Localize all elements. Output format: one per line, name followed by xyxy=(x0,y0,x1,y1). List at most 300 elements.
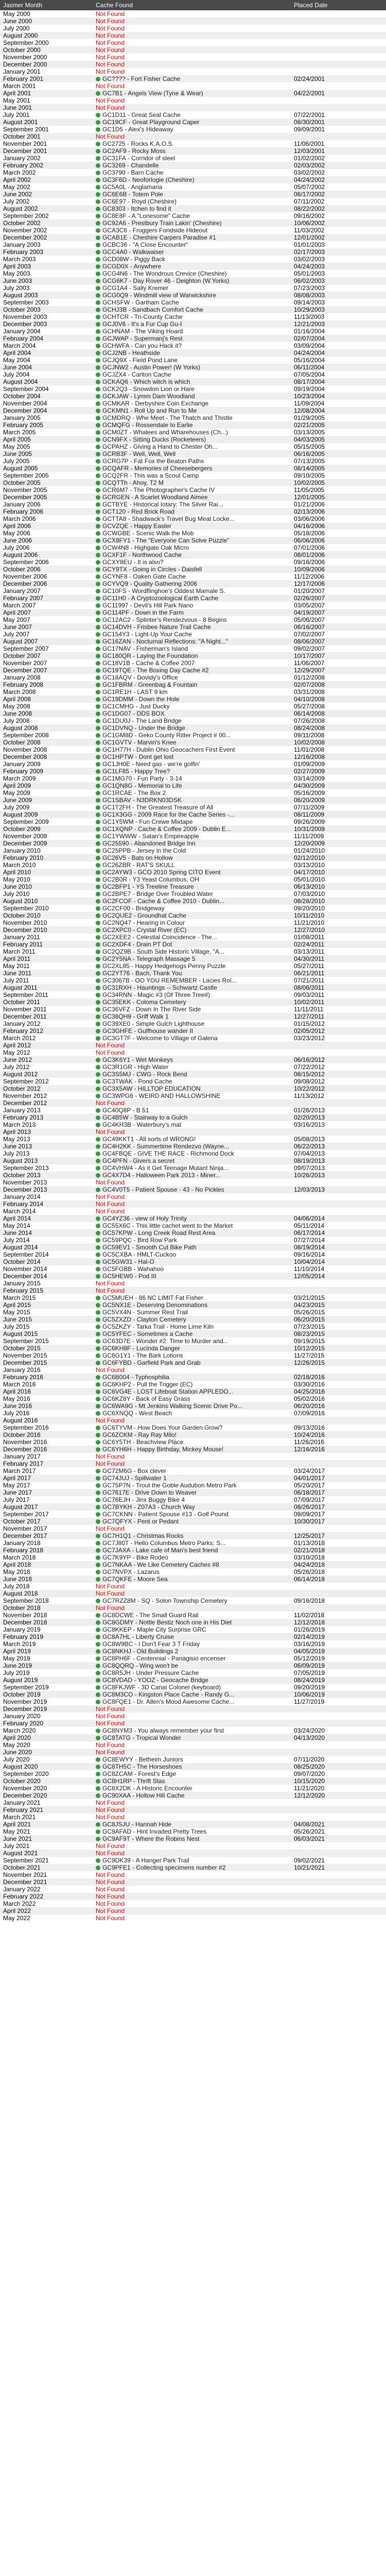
cache-name-link[interactable]: GC2BPE7 - Bridge Over Troubled Water xyxy=(102,890,213,897)
cache-cell[interactable] xyxy=(93,1640,291,1648)
cache-name-link[interactable]: GC5CXBA - HMLT-Cuckoo xyxy=(102,1251,177,1258)
cache-cell[interactable] xyxy=(93,566,291,573)
cache-name-link[interactable]: GC1FBRM - Greenbag & Fountain xyxy=(102,681,198,688)
cache-cell[interactable] xyxy=(93,284,291,292)
cache-name-link[interactable]: GCRGEN - A Scarlet Woodland Aimee xyxy=(102,494,208,501)
cache-name-link[interactable]: GCPAHZ - Giving a Hand to Chester Oh... xyxy=(102,443,218,450)
cache-name-link[interactable]: GCJZX4 - Carlton Cache xyxy=(102,371,171,378)
cache-name-link[interactable]: GC1RE1H - LAST 9 km xyxy=(102,688,168,696)
cache-name-link[interactable]: GC1X3GG - 2009 Race for the Cache Series -... xyxy=(102,811,235,818)
cache-cell[interactable] xyxy=(93,1107,291,1114)
cache-name-link[interactable]: GC92A6 - Prestbury Train Lakin' (Cheshire) xyxy=(102,219,222,227)
cache-cell[interactable] xyxy=(93,219,291,227)
cache-cell[interactable] xyxy=(93,1828,291,1835)
cache-name-link[interactable]: GC3F6D - Neoforlogie (Cheshire) xyxy=(102,176,195,183)
cache-cell[interactable] xyxy=(93,1431,291,1438)
cache-name-link[interactable]: GC2B0R - Y3 Yeast Columbus, OH xyxy=(102,876,199,883)
cache-cell[interactable] xyxy=(93,1669,291,1676)
cache-name-link[interactable]: GCJ2NB - Heathside xyxy=(102,349,161,357)
cache-name-link[interactable]: GCMQFG - Rossendale to Earlie xyxy=(102,421,193,429)
cache-name-link[interactable]: GC1YWWW - Satan's Empireapple xyxy=(102,833,199,840)
cache-cell[interactable] xyxy=(93,349,291,357)
cache-name-link[interactable]: GCG1A4 - Sally Kremer xyxy=(102,284,169,292)
cache-name-link[interactable]: GC8JSJU - Hannah Hide xyxy=(102,1821,172,1828)
cache-cell[interactable] xyxy=(93,1734,291,1741)
cache-name-link[interactable]: GC7B1 - Angels View (Tyne & Wear) xyxy=(102,90,203,97)
cache-name-link[interactable]: GC4KH3B - Waterbury's mat xyxy=(102,1121,182,1128)
cache-name-link[interactable]: GC3TWAK - Pond Cache xyxy=(102,1078,172,1085)
cache-cell[interactable] xyxy=(93,472,291,479)
cache-cell[interactable] xyxy=(93,717,291,724)
cache-name-link[interactable]: GC1CMHG - Just Ducky xyxy=(102,703,170,710)
cache-name-link[interactable]: GC2QZ9B - South Side Historic Village, "A... xyxy=(102,948,224,955)
cache-cell[interactable] xyxy=(93,970,291,977)
cache-name-link[interactable]: GC1JH0E - Need gas - we're golfin' xyxy=(102,760,200,768)
cache-cell[interactable] xyxy=(93,919,291,926)
cache-name-link[interactable]: GCTTA8 - Shadwack's Travel Bug Meat Locke... xyxy=(102,515,235,522)
cache-name-link[interactable]: GC9PFE1 - Collecting specimens number #2 xyxy=(102,1864,226,1871)
cache-cell[interactable] xyxy=(93,118,291,126)
cache-name-link[interactable]: GC72M6G - Box clever xyxy=(102,1467,167,1475)
cache-name-link[interactable]: GC8EWYY - Betheim Juniors xyxy=(102,1756,183,1763)
cache-cell[interactable] xyxy=(93,1294,291,1301)
cache-cell[interactable] xyxy=(93,861,291,869)
cache-name-link[interactable]: GC75P7N - Trout the Goble Audubon Metro Park xyxy=(102,1482,237,1489)
cache-name-link[interactable]: GC19TQE - The Boxing Day Cache #2 xyxy=(102,667,209,674)
cache-name-link[interactable]: GC8W9BC - I Don't Fear 3 T Friday xyxy=(102,1640,200,1648)
cache-cell[interactable] xyxy=(93,1172,291,1179)
cache-cell[interactable] xyxy=(93,1309,291,1316)
cache-cell[interactable] xyxy=(93,732,291,739)
cache-name-link[interactable]: GCR6M7 - The Photographer's Cache IV xyxy=(102,486,215,494)
cache-name-link[interactable]: GC3WPG6 - WEIRD AND HALLOWSHINE xyxy=(102,1092,221,1099)
cache-cell[interactable] xyxy=(93,724,291,732)
cache-cell[interactable] xyxy=(93,486,291,494)
cache-name-link[interactable]: GC4X7D4 - Halloween Park 2013 - Miner... xyxy=(102,1172,221,1179)
cache-name-link[interactable]: GC8303 - Itchen to find it xyxy=(102,205,171,212)
cache-cell[interactable] xyxy=(93,544,291,551)
cache-name-link[interactable]: GC7RZZ8M - SQ - Solon Township Cemetery xyxy=(102,1597,227,1604)
cache-cell[interactable] xyxy=(93,1006,291,1013)
cache-name-link[interactable]: GCT120 - Red Brick Road xyxy=(102,508,175,515)
cache-cell[interactable] xyxy=(93,674,291,681)
cache-name-link[interactable]: GC2BFP1 - YS Treeline Treasure xyxy=(102,883,194,890)
cache-name-link[interactable]: GC1HPTW - Dont get lost xyxy=(102,753,174,760)
cache-cell[interactable] xyxy=(93,645,291,652)
cache-cell[interactable] xyxy=(93,1085,291,1092)
cache-cell[interactable] xyxy=(93,1063,291,1071)
cache-name-link[interactable]: GCRG7P - Fat Fox the Beaton Paths xyxy=(102,457,204,465)
cache-cell[interactable] xyxy=(93,1301,291,1309)
cache-name-link[interactable]: GC2AF9 - Rocky Moss xyxy=(102,147,166,155)
cache-cell[interactable] xyxy=(93,1633,291,1640)
cache-name-link[interactable]: GC8KKEP - Maple City Surprise GRC xyxy=(102,1626,206,1633)
cache-name-link[interactable]: GC6KHP2 - Pull the Trigger (EC) xyxy=(102,1381,193,1388)
cache-cell[interactable] xyxy=(93,385,291,393)
cache-name-link[interactable]: GC9AF9T - Where the Robins Nest xyxy=(102,1835,200,1842)
cache-cell[interactable] xyxy=(93,1402,291,1410)
cache-name-link[interactable]: GC2NQ47 - Hearing in Colour xyxy=(102,919,185,926)
cache-name-link[interactable]: GC3X5AW - HILLTOP EDUCATION xyxy=(102,1085,201,1092)
cache-name-link[interactable]: GCG6K7 - Day Rover 46 - Deighton (W.Yorks) xyxy=(102,277,230,284)
cache-cell[interactable] xyxy=(93,659,291,667)
cache-cell[interactable] xyxy=(93,1186,291,1193)
cache-cell[interactable] xyxy=(93,1554,291,1561)
cache-name-link[interactable]: GC18V1B - Cache & Coffee 2007 xyxy=(102,659,195,667)
cache-name-link[interactable]: GCYNF8 - Oaken Gate Cache xyxy=(102,573,186,580)
cache-cell[interactable] xyxy=(93,126,291,133)
cache-name-link[interactable]: GC8TH5C - The Horseshoes xyxy=(102,1763,182,1770)
cache-cell[interactable] xyxy=(93,494,291,501)
cache-cell[interactable] xyxy=(93,1539,291,1547)
cache-cell[interactable] xyxy=(93,1785,291,1792)
cache-cell[interactable] xyxy=(93,1475,291,1482)
cache-cell[interactable] xyxy=(93,1503,291,1511)
cache-cell[interactable] xyxy=(93,479,291,486)
cache-cell[interactable] xyxy=(93,277,291,284)
cache-name-link[interactable]: GC8A7HL - Liberty Cruise xyxy=(102,1633,174,1640)
cache-name-link[interactable]: GCX8FY1 - The "Everyone Can Solve Puzzle" xyxy=(102,537,230,544)
cache-cell[interactable] xyxy=(93,212,291,219)
cache-cell[interactable] xyxy=(93,955,291,962)
cache-name-link[interactable]: GC8NYM3 - You always remember your first xyxy=(102,1727,224,1734)
cache-cell[interactable] xyxy=(93,818,291,825)
cache-name-link[interactable]: GCMKAR - Derbyshire Coin Exchange xyxy=(102,400,209,407)
cache-name-link[interactable]: GC1LF85 - Happy Tree? xyxy=(102,768,170,775)
cache-name-link[interactable]: GC6VG4E - LOST Lifeboat Station APPLEDO... xyxy=(102,1388,234,1395)
cache-name-link[interactable]: GC1GM8D - Geko County Ritter Project # 00... xyxy=(102,732,231,739)
cache-name-link[interactable]: GC2Y5NA - Telegraph Massage 5 xyxy=(102,955,196,962)
cache-cell[interactable] xyxy=(93,205,291,212)
cache-cell[interactable] xyxy=(93,371,291,378)
cache-cell[interactable] xyxy=(93,393,291,400)
cache-name-link[interactable]: GCKJAW - Lymm Dam Woodland xyxy=(102,393,195,400)
cache-cell[interactable] xyxy=(93,1691,291,1698)
cache-cell[interactable] xyxy=(93,616,291,623)
cache-name-link[interactable]: GC5YFEC - Sometimes a Cache xyxy=(102,1330,193,1337)
cache-name-link[interactable]: GCMDRQ - Whe Meet - The Thatch and Thistle xyxy=(102,414,233,421)
cache-cell[interactable] xyxy=(93,1136,291,1143)
cache-name-link[interactable]: GC5FGBB - Wahahoo xyxy=(102,1265,164,1273)
cache-cell[interactable] xyxy=(93,1518,291,1525)
cache-cell[interactable] xyxy=(93,328,291,335)
cache-cell[interactable] xyxy=(93,1323,291,1330)
cache-cell[interactable] xyxy=(93,789,291,796)
cache-cell[interactable] xyxy=(93,1157,291,1164)
cache-name-link[interactable]: GC180QR - Laying the Foundation xyxy=(102,652,198,659)
cache-cell[interactable] xyxy=(93,1438,291,1446)
cache-cell[interactable] xyxy=(93,551,291,558)
cache-name-link[interactable]: GC1QN8G - Memorial to Life xyxy=(102,782,182,789)
cache-name-link[interactable]: GC7617E - Drive Down to Weaver xyxy=(102,1489,197,1496)
cache-name-link[interactable]: GCKAQ6 - Which witch is which xyxy=(102,378,190,385)
cache-name-link[interactable]: GCAB1E - Cheshire Carpers Paradise #1 xyxy=(102,234,216,241)
cache-name-link[interactable]: GC1DG07 - DDS BOX xyxy=(102,710,165,717)
cache-cell[interactable] xyxy=(93,652,291,659)
cache-name-link[interactable]: GC6YH6H - Happy Birthday, Mickey Mouse! xyxy=(102,1446,224,1453)
cache-cell[interactable] xyxy=(93,1092,291,1099)
cache-cell[interactable] xyxy=(93,75,291,82)
cache-name-link[interactable]: GC2CF00 - Bridgeway xyxy=(102,905,165,912)
cache-name-link[interactable]: GC8E8F - A "Lonesome" Cache xyxy=(102,212,190,219)
cache-name-link[interactable]: GC8ZCAM - Forest's Edge xyxy=(102,1770,176,1777)
cache-name-link[interactable]: GC3R1GR - High Water xyxy=(102,1063,169,1071)
cache-cell[interactable] xyxy=(93,457,291,465)
cache-cell[interactable] xyxy=(93,501,291,508)
cache-name-link[interactable]: GCG4N6 - The Wondrous Crevice (Cheshire) xyxy=(102,270,227,277)
cache-cell[interactable] xyxy=(93,991,291,998)
cache-name-link[interactable]: GCHSFW - Gartham Cache xyxy=(102,299,179,306)
cache-name-link[interactable]: GC1T2FH - The Greatest Treasure of All xyxy=(102,804,214,811)
cache-name-link[interactable]: GCGD0X - Anywhere xyxy=(102,263,162,270)
cache-name-link[interactable]: GC76EJH - Jinx Buggy Bike 4 xyxy=(102,1496,185,1503)
cache-name-link[interactable]: GC6FYBD - Garfield Park and Grab xyxy=(102,1359,201,1366)
cache-name-link[interactable]: GC6XNQQ - West Beach xyxy=(102,1410,172,1417)
cache-cell[interactable] xyxy=(93,357,291,364)
cache-cell[interactable] xyxy=(93,998,291,1006)
cache-cell[interactable] xyxy=(93,1013,291,1020)
cache-name-link[interactable]: GC8TATG - Tropical Wonder xyxy=(102,1734,181,1741)
cache-name-link[interactable]: GC9AFAD - Hint Invaded Pretty Trees xyxy=(102,1828,207,1835)
cache-name-link[interactable]: GC1DVNQ - Under the Bridge xyxy=(102,724,185,732)
cache-name-link[interactable]: GC7NVPX - Lazarus xyxy=(102,1568,160,1575)
cache-name-link[interactable]: GC16ZAN - Nocturnal Reflections: "A Night..." xyxy=(102,638,228,645)
cache-name-link[interactable]: GC25PPB - Jersey in the Cold xyxy=(102,847,186,854)
cache-cell[interactable] xyxy=(93,1792,291,1799)
cache-cell[interactable] xyxy=(93,522,291,530)
cache-cell[interactable] xyxy=(93,1330,291,1337)
cache-name-link[interactable]: GC39XE0 - Simple Gulch Lighthouse xyxy=(102,1020,205,1027)
cache-cell[interactable] xyxy=(93,1265,291,1273)
cache-cell[interactable] xyxy=(93,1424,291,1431)
cache-name-link[interactable]: GC2XEE2 - Celestial Coincidence - The... xyxy=(102,934,217,941)
cache-cell[interactable] xyxy=(93,378,291,385)
cache-name-link[interactable]: GCQTTh - Ahoy, T2 M xyxy=(102,479,164,486)
cache-cell[interactable] xyxy=(93,1229,291,1236)
cache-name-link[interactable]: GC59PQC - Bird Row Park xyxy=(102,1236,177,1244)
cache-name-link[interactable]: GC3GT7F - Welcome to Village of Galena xyxy=(102,1035,218,1042)
cache-name-link[interactable]: GC8X2DK - A Historic Encounter xyxy=(102,1785,192,1792)
cache-name-link[interactable]: GCKMN1 - Roll Up and Run to Me xyxy=(102,407,197,414)
cache-cell[interactable] xyxy=(93,768,291,775)
cache-name-link[interactable]: GC36VFZ - Down In The River Side xyxy=(102,1006,201,1013)
cache-name-link[interactable]: GC2AYW3 - GCO 2010 Spring CITO Event xyxy=(102,869,221,876)
cache-name-link[interactable]: GC6KH8F - Lucinda Danger xyxy=(102,1345,180,1352)
cache-name-link[interactable]: GCXY8EU - It is also? xyxy=(102,558,164,566)
cache-name-link[interactable]: GC8PH6F - Centennial - Panagisio encenser xyxy=(102,1655,226,1662)
cache-name-link[interactable]: GC31FA - Corridor of steel xyxy=(102,155,176,162)
cache-cell[interactable] xyxy=(93,558,291,566)
cache-cell[interactable] xyxy=(93,962,291,970)
cache-cell[interactable] xyxy=(93,508,291,515)
cache-name-link[interactable]: GC2725 - Rocks K.A.O.S. xyxy=(102,140,174,147)
cache-name-link[interactable]: GC5ZXZD - Clayton Cemetery xyxy=(102,1316,186,1323)
cache-cell[interactable] xyxy=(93,1821,291,1828)
cache-name-link[interactable]: GC6Y5TH - Beachview Place xyxy=(102,1438,184,1446)
cache-cell[interactable] xyxy=(93,400,291,407)
cache-name-link[interactable]: GC8H1RP - Thrift Stas xyxy=(102,1777,165,1785)
cache-name-link[interactable]: GC8FQE1 - Dr. Allen's Mood Awesome Cache... xyxy=(102,1698,235,1705)
cache-name-link[interactable]: GCG0Q9 - Windmill view of Warwickshire xyxy=(102,292,216,299)
cache-name-link[interactable]: GC63D7E - Wonder #2: Time to Murder and... xyxy=(102,1337,229,1345)
cache-name-link[interactable]: GC5MUEH - 86 NC LIMIT Fat Fisher xyxy=(102,1294,203,1301)
cache-name-link[interactable]: GC1DU0J - The Land Bridge xyxy=(102,717,182,724)
cache-name-link[interactable]: GCC4A0 - Walkwaiser xyxy=(102,248,164,256)
cache-cell[interactable] xyxy=(93,1071,291,1078)
cache-cell[interactable] xyxy=(93,1547,291,1554)
cache-name-link[interactable]: GC1D5 - Alex's Hideaway xyxy=(102,126,173,133)
cache-name-link[interactable]: GC4VHW4 - As it Get Teenage Mutant Ninja... xyxy=(102,1164,229,1172)
cache-name-link[interactable]: GCD08W - Piggy Back xyxy=(102,256,166,263)
cache-name-link[interactable]: GCHNAM - The Viking Hoard xyxy=(102,328,183,335)
cache-name-link[interactable]: GC8R5JH - Under Pressure Cache xyxy=(102,1669,199,1676)
cache-name-link[interactable]: GC1D11 - Great Seal Cache xyxy=(102,111,181,118)
cache-name-link[interactable]: GC35EKK - Coloma Cemetery xyxy=(102,998,186,1006)
cache-cell[interactable] xyxy=(93,984,291,991)
cache-cell[interactable] xyxy=(93,256,291,263)
cache-cell[interactable] xyxy=(93,443,291,450)
cache-cell[interactable] xyxy=(93,840,291,847)
cache-name-link[interactable]: GC25590 - Abandoned Bridge Inn xyxy=(102,840,196,847)
cache-name-link[interactable]: GC38QH9 - Griff Walk 1 xyxy=(102,1013,169,1020)
cache-name-link[interactable]: GC5A0L - Anglamaria xyxy=(102,183,163,191)
cache-name-link[interactable]: GC8NKHJ - Old Buildings 2 xyxy=(102,1648,179,1655)
cache-name-link[interactable]: GC2XDF4 - Drain PT Dot xyxy=(102,941,172,948)
cache-name-link[interactable]: GCJQ9X - Field Pond Lane xyxy=(102,357,178,364)
cache-cell[interactable] xyxy=(93,638,291,645)
cache-cell[interactable] xyxy=(93,912,291,919)
cache-name-link[interactable]: GC6ZCKM - Ray Ray Milo! xyxy=(102,1431,177,1438)
cache-cell[interactable] xyxy=(93,1352,291,1359)
cache-name-link[interactable]: GCJNW2 - Austin Power! (W Yorks) xyxy=(102,364,201,371)
cache-cell[interactable] xyxy=(93,667,291,674)
cache-cell[interactable] xyxy=(93,140,291,147)
cache-cell[interactable] xyxy=(93,515,291,522)
cache-cell[interactable] xyxy=(93,1114,291,1121)
cache-cell[interactable] xyxy=(93,1684,291,1691)
cache-name-link[interactable]: GCWGBE - Scenic Walk the Mob xyxy=(102,530,194,537)
cache-cell[interactable] xyxy=(93,847,291,854)
cache-cell[interactable] xyxy=(93,234,291,241)
cache-cell[interactable] xyxy=(93,436,291,443)
cache-cell[interactable] xyxy=(93,198,291,205)
cache-name-link[interactable]: GC2XPC0 - Crystal River (EC) xyxy=(102,926,187,934)
cache-cell[interactable] xyxy=(93,948,291,955)
cache-cell[interactable] xyxy=(93,833,291,840)
cache-cell[interactable] xyxy=(93,1388,291,1395)
cache-cell[interactable] xyxy=(93,270,291,277)
cache-cell[interactable] xyxy=(93,897,291,905)
cache-name-link[interactable]: GCM0ZT - Whalees and Wharehouses (Ch...) xyxy=(102,429,228,436)
cache-name-link[interactable]: GC3S5MJ - CWG - Rock Bend xyxy=(102,1071,187,1078)
cache-name-link[interactable]: GC???? - Fort Fisher Cache xyxy=(102,75,181,82)
cache-name-link[interactable]: GC4PFN - Givers a secret xyxy=(102,1157,175,1164)
cache-name-link[interactable]: GC7BYKH - Z07A3 - Church Way xyxy=(102,1503,195,1511)
cache-cell[interactable] xyxy=(93,681,291,688)
cache-name-link[interactable]: GC17NAV - Fisherman's Island xyxy=(102,645,188,652)
cache-name-link[interactable]: GC1SBAV - N3DRKN03DSK xyxy=(102,796,182,804)
cache-name-link[interactable]: GCQAFR - Memories of Cheesebergers xyxy=(102,465,213,472)
cache-cell[interactable] xyxy=(93,696,291,703)
cache-name-link[interactable]: GC6B004 - Typhosphilia xyxy=(102,1374,169,1381)
cache-cell[interactable] xyxy=(93,595,291,602)
cache-name-link[interactable]: GC55X6C - This little cachet went to the Market xyxy=(102,1222,233,1229)
cache-cell[interactable] xyxy=(93,1482,291,1489)
cache-name-link[interactable]: GC90XAA - Hollow Hill Cache xyxy=(102,1792,185,1799)
cache-name-link[interactable]: GC3790 - Barn Cache xyxy=(102,169,164,176)
cache-cell[interactable] xyxy=(93,1150,291,1157)
cache-cell[interactable] xyxy=(93,710,291,717)
cache-name-link[interactable]: GCJWAP - Supermanj's Rest xyxy=(102,335,183,342)
cache-name-link[interactable]: GC7K9YP - Bike Rodeo xyxy=(102,1554,168,1561)
cache-cell[interactable] xyxy=(93,1864,291,1871)
cache-cell[interactable] xyxy=(93,169,291,176)
cache-name-link[interactable]: GC4YZ36 - view of Holy Trinity xyxy=(102,1215,187,1222)
cache-cell[interactable] xyxy=(93,407,291,414)
cache-name-link[interactable]: GC6KZ8Y - Back of Easy Grass xyxy=(102,1395,190,1402)
cache-cell[interactable] xyxy=(93,1020,291,1027)
cache-cell[interactable] xyxy=(93,746,291,753)
cache-cell[interactable] xyxy=(93,1626,291,1633)
cache-cell[interactable] xyxy=(93,227,291,234)
cache-name-link[interactable]: GC19DMM - Down the Hole xyxy=(102,696,180,703)
cache-name-link[interactable]: GC2FCOF - Cache & Coffee 2010 - Dublin... xyxy=(102,897,225,905)
cache-cell[interactable] xyxy=(93,739,291,746)
cache-cell[interactable] xyxy=(93,869,291,876)
cache-cell[interactable] xyxy=(93,926,291,934)
cache-name-link[interactable]: GC11997 - Devil's Hill Park Nano xyxy=(102,602,194,609)
cache-name-link[interactable]: GC59EV1 - Smooth Cut Bike Path xyxy=(102,1244,197,1251)
cache-cell[interactable] xyxy=(93,299,291,306)
cache-cell[interactable] xyxy=(93,1756,291,1763)
cache-name-link[interactable]: GC2YT76 - Bach, Thank You xyxy=(102,970,182,977)
cache-name-link[interactable]: GC18AQV - Dovidy's Office xyxy=(102,674,178,681)
cache-cell[interactable] xyxy=(93,775,291,782)
cache-cell[interactable] xyxy=(93,1698,291,1705)
cache-cell[interactable] xyxy=(93,1164,291,1172)
cache-cell[interactable] xyxy=(93,414,291,421)
cache-name-link[interactable]: GCY9TX - Going in Circles - Daisfell xyxy=(102,566,202,573)
cache-name-link[interactable]: GCW4N8 - Highgate Oak Micro xyxy=(102,544,189,551)
cache-name-link[interactable]: GC7H1Q1 - Christmas Rocks xyxy=(102,1532,184,1539)
cache-name-link[interactable]: GC7JAXA - Lake cafe of Man's best friend xyxy=(102,1547,218,1554)
cache-cell[interactable] xyxy=(93,623,291,631)
cache-name-link[interactable]: GCYVQ9 - Quality Gathering 2006 xyxy=(102,580,198,587)
cache-name-link[interactable]: GC4H2KK - Summertime Rendezvo (Wayne... xyxy=(102,1143,230,1150)
cache-cell[interactable] xyxy=(93,147,291,155)
cache-name-link[interactable]: GC6E6B - Totem Pole xyxy=(102,191,163,198)
cache-name-link[interactable]: GC6E97 - Royd (Cheshire) xyxy=(102,198,177,205)
cache-cell[interactable] xyxy=(93,1648,291,1655)
cache-name-link[interactable]: GC49KKT1 - All sorts of WRONG! xyxy=(102,1136,196,1143)
cache-name-link[interactable]: GC74JUJ - Spillwater 1 xyxy=(102,1475,167,1482)
cache-cell[interactable] xyxy=(93,631,291,638)
cache-cell[interactable] xyxy=(93,1511,291,1518)
cache-cell[interactable] xyxy=(93,1770,291,1777)
cache-cell[interactable] xyxy=(93,1258,291,1265)
cache-name-link[interactable]: GC8QQRQ - Wing won't be xyxy=(102,1662,178,1669)
cache-name-link[interactable]: GC8VDAD - YOOZ - Geocache Bridge xyxy=(102,1676,208,1684)
cache-name-link[interactable]: GC5GW31 - Hal-O xyxy=(102,1258,154,1265)
cache-cell[interactable] xyxy=(93,1395,291,1402)
cache-name-link[interactable]: GC2XL85 - Happy Hedgehogs Penny Puzzle xyxy=(102,962,226,970)
cache-cell[interactable] xyxy=(93,854,291,861)
cache-cell[interactable] xyxy=(93,1035,291,1042)
cache-name-link[interactable]: GC26V5 - Bats on Hollow xyxy=(102,854,173,861)
cache-cell[interactable] xyxy=(93,934,291,941)
cache-cell[interactable] xyxy=(93,263,291,270)
cache-cell[interactable] xyxy=(93,753,291,760)
